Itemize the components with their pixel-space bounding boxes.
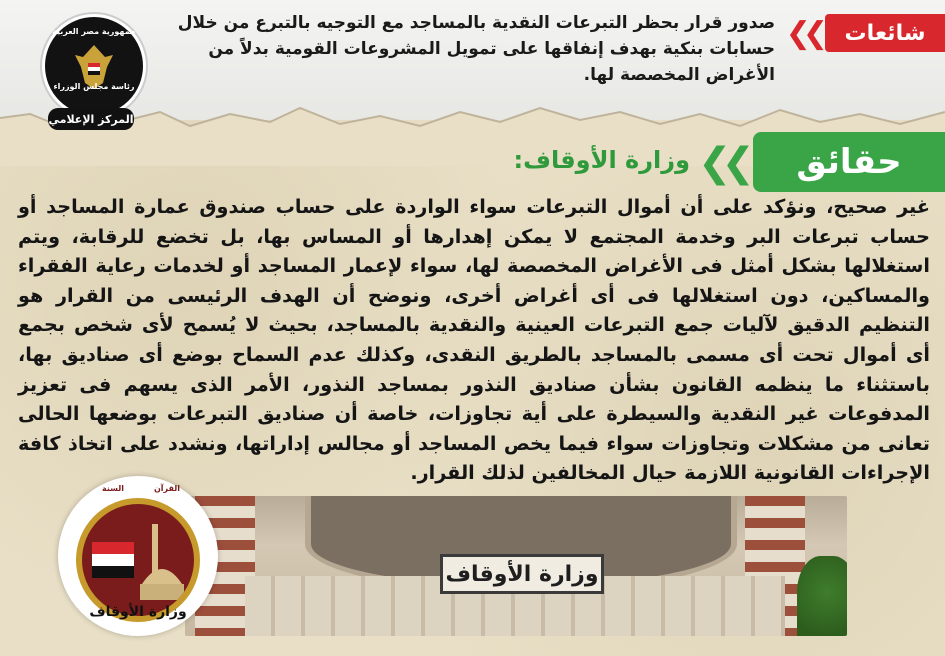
cabinet-logo-top-text: جمهورية مصر العربية bbox=[52, 27, 136, 36]
media-center-badge: المركز الإعلامي bbox=[48, 108, 134, 130]
rumor-text: صدور قرار بحظر التبرعات النقدية بالمساجد مع التوجيه بالتبرع من خلال حسابات بنكية بهدف إنفاقها على تمويل المشروعات القومية بدلاً من الأغراض المخصصة لها. bbox=[177, 13, 775, 85]
facts-source: وزارة الأوقاف: bbox=[513, 146, 690, 174]
awqaf-logo-name: وزارة الأوقاف bbox=[89, 604, 187, 620]
photo-tree bbox=[797, 556, 847, 636]
awqaf-book-labels bbox=[102, 484, 180, 493]
ministry-building-photo bbox=[185, 496, 847, 636]
cabinet-logo-bottom-text: رئاسة مجلس الوزراء bbox=[53, 82, 135, 91]
facts-tag: حقائق bbox=[753, 132, 945, 192]
book-label-left: القرآن bbox=[153, 484, 180, 493]
facts-body-text: غير صحيح، ونؤكد على أن أموال التبرعات سواء الواردة على حساب صندوق عمارة المساجد أو حساب تبرعات البر وخدمة المجتمع لا يمكن إهدارها أو المساس بها، بل تخضع للرقابة، ويتم استغلالها بشكل أمثل فى الأغراض المخصصة لها، سواء لإعمار المساجد أو لخدمات رعاية الفقراء والمساكين، دون استغلالها فى أى أغراض أخرى، ونوضح أن الهدف الرئيسى من القرار هو التنظيم الدقيق لآليات جمع التبرعات العينية والنقدية بالمساجد، بحيث لا يُسمح لأى شخص بجمع أى أموال تحت أى مسمى بالمساجد بالطريق النقدى، وكذلك عدم السماح بوضع أى صناديق بها، باستثناء ما ينظمه القانون بشأن صناديق النذور بمساجد النذور، الأمر الذى يسهم فى تعزيز المدفوعات غير النقدية والسيطرة على أية تجاوزات، خاصة أن صناديق التبرعات بوضعها الحالى تعانى من مشكلات وتجاوزات سواء فيما يخص المساجد أو مجالس إداراتها، ونشدد على اتخاذ كافة الإجراءات القانونية اللازمة حيال المخالفين لذلك القرار. bbox=[18, 195, 930, 485]
awqaf-ministry-logo bbox=[58, 476, 218, 636]
chevron-double-left-icon: ❮❮ bbox=[697, 140, 745, 186]
rumor-tag: شائعات bbox=[825, 14, 945, 52]
chevron-double-left-icon: ❮❮ bbox=[785, 16, 820, 51]
photo-building-sign: وزارة الأوقاف bbox=[440, 554, 604, 594]
eagle-emblem-icon bbox=[45, 17, 143, 115]
cabinet-media-center-logo bbox=[42, 14, 146, 118]
book-label-right: السنة bbox=[102, 484, 125, 493]
